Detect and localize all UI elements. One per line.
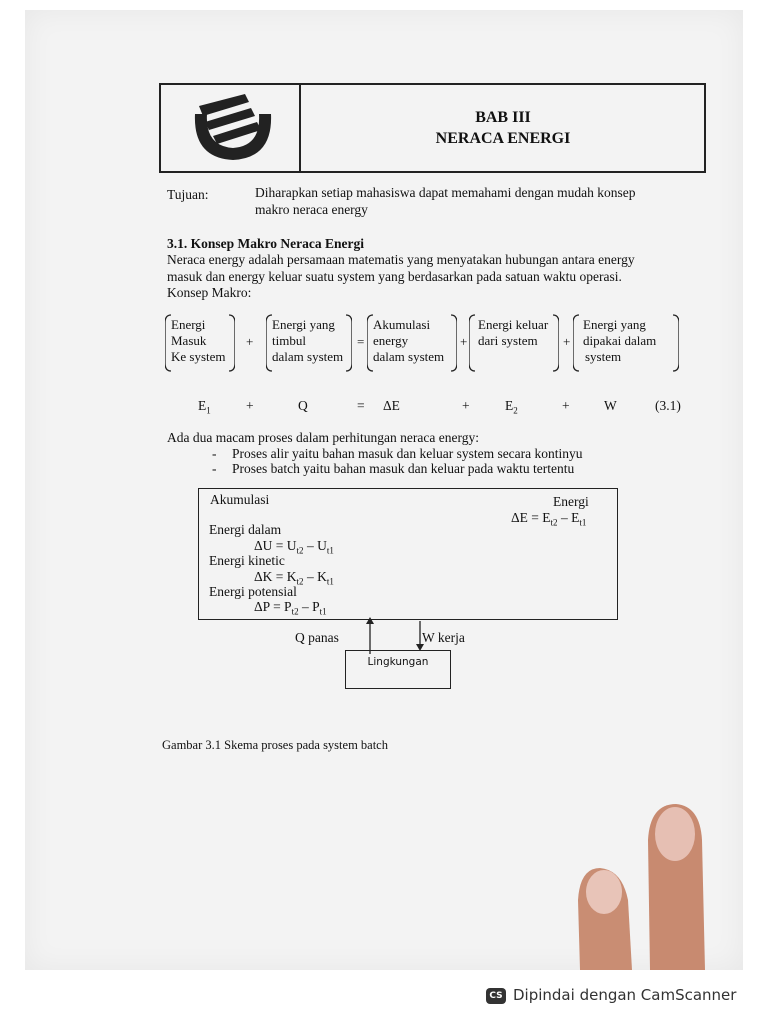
term-akumulasi — [367, 313, 455, 373]
formula-delta-e-sub1: t1 — [579, 517, 587, 528]
eq-e2-symbol: E — [505, 398, 514, 413]
process-item-1: Proses alir yaitu bahan masuk dan keluar system secara kontinyu — [232, 446, 583, 461]
operator-plus-3: + — [563, 334, 571, 349]
chapter-title-block — [303, 107, 703, 149]
formula-delta-k-b: – K — [303, 569, 327, 584]
label-w-kerja: W kerja — [422, 630, 465, 645]
label-energi-kinetic: Energi kinetic — [209, 553, 285, 568]
formula-delta-u-sub1: t1 — [326, 545, 334, 556]
eq-e2-subscript: 2 — [513, 405, 518, 416]
label-energi-dalam: Energi dalam — [209, 522, 282, 537]
eq-e1-subscript: 1 — [206, 405, 211, 416]
formula-delta-p-a: ΔP = P — [254, 599, 292, 614]
formula-delta-k-sub2: t2 — [296, 576, 304, 587]
term-3-line-3: dalam system — [373, 349, 445, 364]
term-energi-timbul — [266, 313, 350, 373]
term-1-line-1: Energi — [171, 317, 206, 332]
eq-e2 — [505, 398, 518, 416]
process-bullet-1: - — [212, 446, 217, 461]
formula-delta-u-b: – U — [303, 538, 327, 553]
energy-flow-arrows — [360, 614, 430, 654]
label-akumulasi: Akumulasi — [210, 492, 270, 507]
objective-line-1: Diharapkan setiap mahasiswa dapat memahami dengan mudah konsep — [255, 185, 636, 200]
term-1-line-3: Ke system — [171, 349, 226, 364]
paragraph-line-2: masuk dan energy keluar suatu system yang berdasarkan pada satuan waktu operasi. — [167, 268, 622, 284]
eq-delta-e: ΔE — [383, 398, 400, 413]
university-logo-icon — [187, 94, 279, 166]
environment-box: Lingkungan — [345, 650, 451, 689]
paragraph-line-3: Konsep Makro: — [167, 285, 252, 300]
fingernail-right — [655, 807, 695, 861]
eq-q: Q — [298, 398, 308, 413]
formula-delta-e-sub2: t2 — [550, 517, 558, 528]
chapter-title: NERACA ENERGI — [435, 130, 571, 147]
formula-delta-k-a: ΔK = K — [254, 569, 297, 584]
fingernail-left — [586, 870, 622, 914]
term-2-line-3: dalam system — [272, 349, 344, 364]
label-energi: Energi — [553, 494, 589, 509]
formula-delta-k-sub1: t1 — [326, 576, 334, 587]
label-energi-potensial: Energi potensial — [209, 584, 297, 599]
process-bullet-2: - — [212, 461, 217, 476]
equation-number: (3.1) — [655, 398, 681, 413]
term-5-line-3: system — [585, 349, 622, 364]
formula-delta-e-a: ΔE = E — [511, 510, 551, 525]
operator-plus-2: + — [460, 334, 468, 349]
eq-plus-1: + — [246, 398, 254, 413]
paragraph-line-1: Neraca energy adalah persamaan matematis yang menyatakan hubungan antara energy — [167, 252, 635, 267]
operator-equals: = — [357, 334, 365, 349]
formula-delta-e — [511, 510, 586, 531]
eq-e1 — [198, 398, 211, 416]
camscanner-watermark-text: Dipindai dengan CamScanner — [513, 986, 737, 1004]
objective-line-2: makro neraca energy — [255, 201, 368, 217]
term-5-line-2: dipakai dalam — [583, 333, 657, 348]
eq-plus-2: + — [462, 398, 470, 413]
fingers-image — [570, 800, 745, 970]
eq-equals: = — [357, 398, 365, 413]
formula-delta-p-sub1: t1 — [319, 606, 327, 617]
section-paragraph — [167, 252, 697, 302]
objective-text — [255, 185, 695, 218]
term-3-line-2: energy — [373, 333, 409, 348]
process-intro: Ada dua macam proses dalam perhitungan neraca energy: — [167, 430, 479, 445]
term-2-line-1: Energi yang — [272, 317, 335, 332]
formula-delta-u-sub2: t2 — [296, 545, 304, 556]
operator-plus-1: + — [246, 334, 254, 349]
formula-delta-p-b: – P — [298, 599, 320, 614]
term-3-line-1: Akumulasi — [373, 317, 431, 332]
formula-delta-e-b: – E — [557, 510, 580, 525]
objective-label: Tujuan: — [167, 187, 209, 202]
formula-delta-p — [254, 599, 327, 620]
eq-w: W — [604, 398, 617, 413]
process-item-2: Proses batch yaitu bahan masuk dan keluar pada waktu tertentu — [232, 461, 575, 476]
camscanner-logo-icon: CS — [486, 988, 506, 1004]
term-2-line-2: timbul — [272, 333, 306, 348]
term-4-line-1: Energi keluar — [478, 317, 549, 332]
q-arrow-head-icon — [366, 617, 374, 624]
term-energi-keluar — [469, 313, 559, 373]
chapter-number: BAB III — [475, 109, 531, 126]
term-5-line-1: Energi yang — [583, 317, 646, 332]
eq-e1-symbol: E — [198, 398, 207, 413]
term-energi-dipakai — [573, 313, 679, 373]
label-q-panas: Q panas — [295, 630, 339, 645]
header-divider — [299, 83, 301, 173]
formula-delta-u-a: ΔU = U — [254, 538, 297, 553]
eq-plus-3: + — [562, 398, 570, 413]
term-1-line-2: Masuk — [171, 333, 207, 348]
formula-delta-p-sub2: t2 — [291, 606, 299, 617]
term-4-line-2: dari system — [478, 333, 538, 348]
figure-caption: Gambar 3.1 Skema proses pada system batch — [162, 738, 388, 752]
term-energi-masuk — [165, 313, 235, 373]
section-heading: 3.1. Konsep Makro Neraca Energi — [167, 236, 364, 251]
